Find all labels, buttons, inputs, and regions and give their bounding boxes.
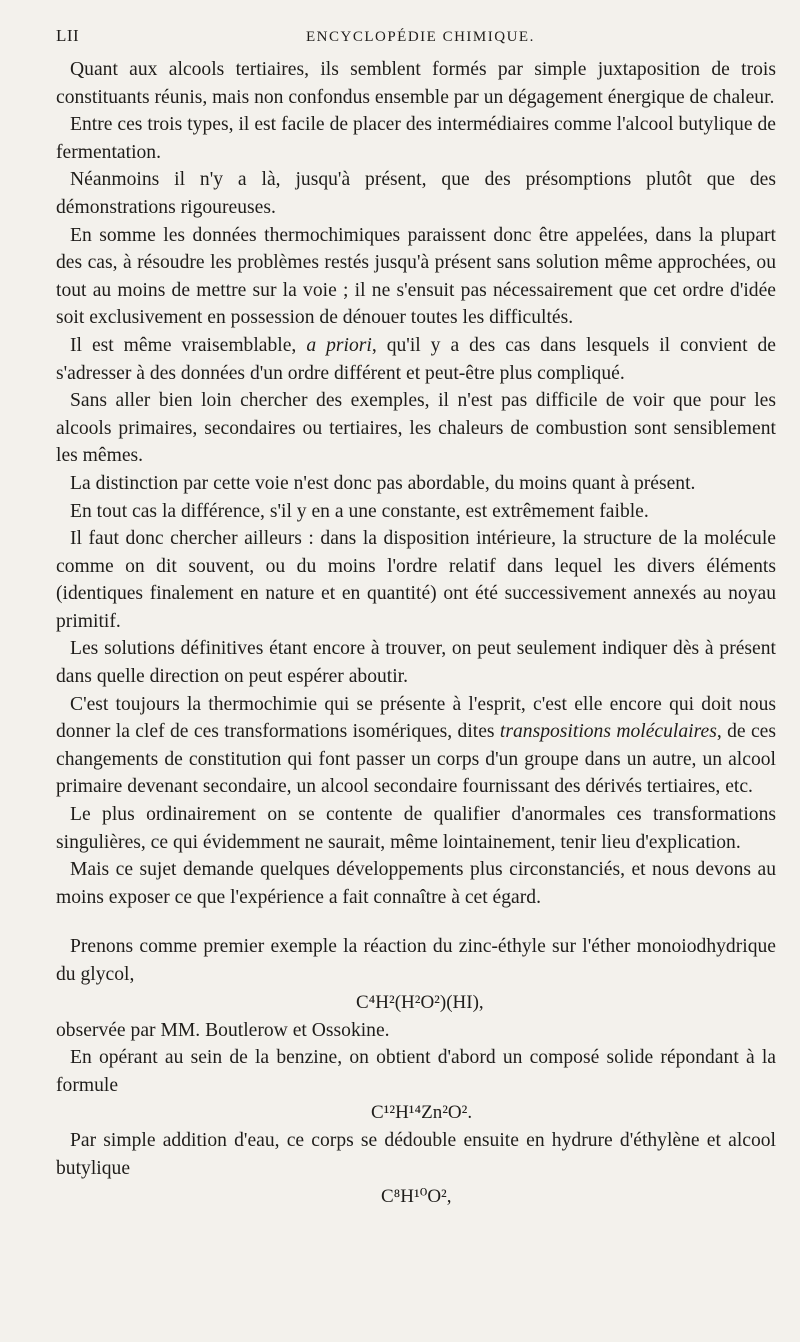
paragraph-text: C'est toujours la thermochimie qui se présente à l'esprit, c'est elle encore qui doit nous donner la clef de ces transformations isomériques, dites	[56, 693, 776, 743]
paragraph	[56, 332, 776, 387]
paragraph: Prenons comme premier exemple la réaction du zinc-éthyle sur l'éther monoiodhydrique du glycol,	[56, 936, 776, 985]
emphasis-text: transpositions moléculaires	[499, 721, 717, 743]
paragraph: Sans aller bien loin chercher des exemples, il n'est pas difficile de voir que pour les alcools primaires, secondaires ou tertiaires, les chaleurs de combustion sont sensiblement les mêmes.	[56, 390, 776, 467]
chemical-formula: C⁴H²(H²O²)(HI),	[356, 991, 484, 1013]
paragraph: observée par MM. Boutlerow et Ossokine.	[56, 1019, 390, 1041]
paragraph: La distinction par cette voie n'est donc pas abordable, du moins quant à présent.	[70, 472, 696, 494]
paragraph: Entre ces trois types, il est facile de placer des intermédiaires comme l'alcool butylique de fermentation.	[56, 114, 776, 163]
page-number: LII	[56, 26, 80, 45]
paragraph: Le plus ordinairement on se contente de qualifier d'anormales ces transformations singulières, ce qui évidemment ne saurait, même lointainement, tenir lieu d'explication.	[56, 804, 776, 853]
paragraph: Néanmoins il n'y a là, jusqu'à présent, que des présomptions plutôt que des démonstrations rigoureuses.	[56, 169, 776, 218]
body-text	[56, 56, 776, 1211]
paragraph-text: Il est même vraisemblable,	[70, 334, 307, 356]
paragraph: Mais ce sujet demande quelques développements plus circonstanciés, et nous devons au moins exposer ce que l'expérience a fait connaître à cet égard.	[56, 859, 776, 908]
paragraph: Quant aux alcools tertiaires, ils semblent formés par simple juxtaposition de trois constituants réunis, mais non confondus ensemble par un dégagement énergique de chaleur.	[56, 59, 776, 108]
emphasis-text: a priori	[306, 334, 372, 356]
paragraph-text: , qu'il y a des cas dans lesquels il convient de s'adresser à des données d'un ordre différent et peut-être plus compliqué.	[56, 334, 776, 384]
paragraph: En tout cas la différence, s'il y en a une constante, est extrêmement faible.	[70, 500, 649, 522]
paragraph: Il faut donc chercher ailleurs : dans la disposition intérieure, la structure de la molécule comme on dit souvent, ou du moins l'ordre relatif dans lequel les divers éléments (identiques finalement en nature et en quantité) ont été successivement annexés au noyau primitif.	[56, 528, 776, 632]
paragraph: Par simple addition d'eau, ce corps se dédouble ensuite en hydrure d'éthylène et alcool butylique	[56, 1130, 776, 1179]
running-title: ENCYCLOPÉDIE CHIMIQUE.	[306, 29, 535, 45]
paragraph: En opérant au sein de la benzine, on obtient d'abord un composé solide répondant à la formule	[56, 1047, 776, 1096]
page-header	[56, 26, 776, 56]
chemical-formula: C¹²H¹⁴Zn²O².	[371, 1102, 473, 1124]
paragraph	[56, 691, 776, 801]
paragraph-text: , de ces changements de constitution qui font passer un corps d'un groupe dans un autre, un alcool primaire devenant secondaire, un alcool secondaire fournissant des dérivés tertiaires, etc.	[56, 721, 776, 798]
chemical-formula: C⁸H¹⁰O²,	[381, 1185, 452, 1207]
paragraph: Les solutions définitives étant encore à trouver, on peut seulement indiquer dès à présent dans quelle direction on peut espérer aboutir.	[56, 638, 776, 688]
paragraph: En somme les données thermochimiques paraissent donc être appelées, dans la plupart des cas, à résoudre les problèmes restés jusqu'à présent sans solution même approchées, ou tout au moins de mettre sur la voie ; il ne s'ensuit pas nécessairement que cet ordre d'idée soit exclusivement en possession de dénouer toutes les difficultés.	[56, 224, 776, 329]
